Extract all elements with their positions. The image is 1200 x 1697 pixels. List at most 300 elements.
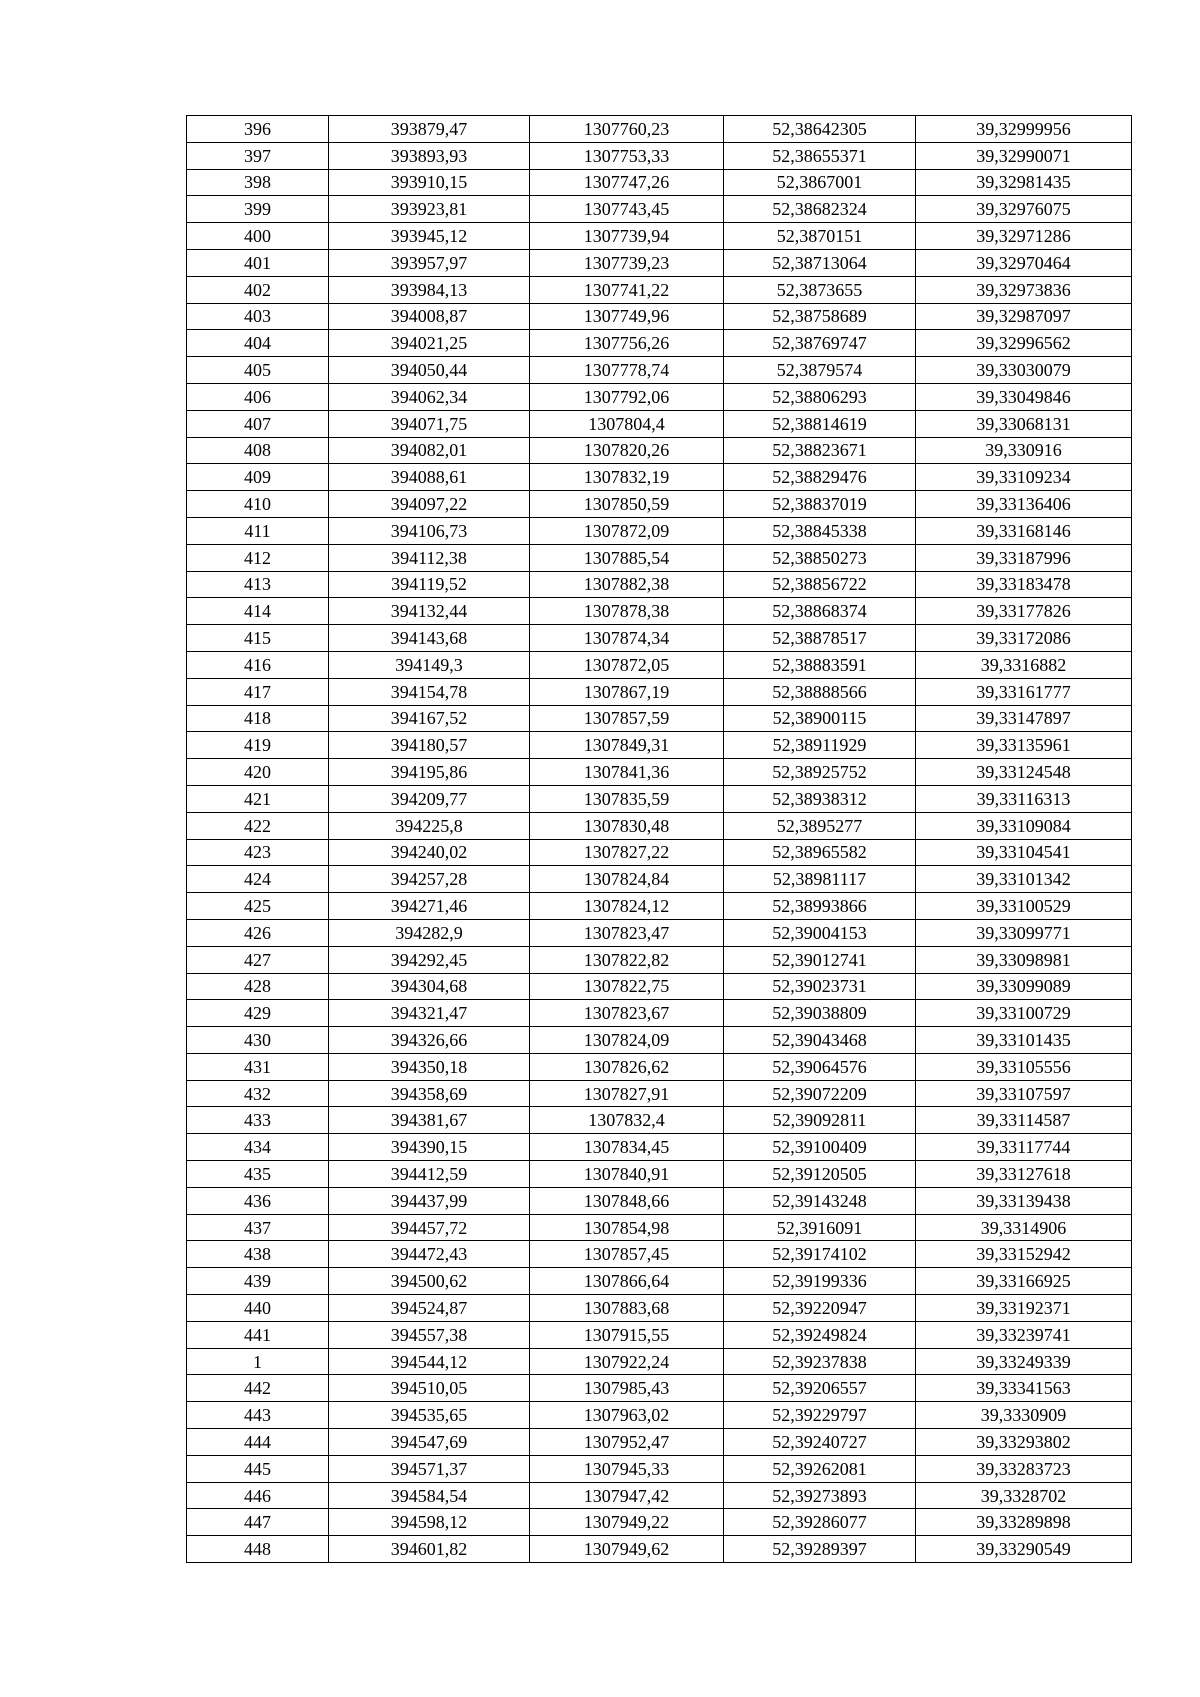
x-coordinate-cell: 394500,62 <box>329 1268 530 1295</box>
longitude-cell: 39,32987097 <box>916 303 1132 330</box>
latitude-cell: 52,38829476 <box>724 464 916 491</box>
latitude-cell: 52,39023731 <box>724 973 916 1000</box>
table-row <box>187 223 1132 250</box>
x-coordinate-cell: 394088,61 <box>329 464 530 491</box>
y-coordinate-cell: 1307827,22 <box>530 839 724 866</box>
latitude-cell: 52,39072209 <box>724 1080 916 1107</box>
latitude-cell: 52,39043468 <box>724 1027 916 1054</box>
longitude-cell: 39,33068131 <box>916 410 1132 437</box>
table-row <box>187 169 1132 196</box>
longitude-cell: 39,33101342 <box>916 866 1132 893</box>
table-row <box>187 249 1132 276</box>
longitude-cell: 39,33136406 <box>916 491 1132 518</box>
x-coordinate-cell: 394304,68 <box>329 973 530 1000</box>
table-row <box>187 1107 1132 1134</box>
table-row <box>187 276 1132 303</box>
y-coordinate-cell: 1307866,64 <box>530 1268 724 1295</box>
table-row <box>187 812 1132 839</box>
point-number-cell: 438 <box>187 1241 329 1268</box>
table-row <box>187 383 1132 410</box>
y-coordinate-cell: 1307832,19 <box>530 464 724 491</box>
point-number-cell: 432 <box>187 1080 329 1107</box>
y-coordinate-cell: 1307835,59 <box>530 785 724 812</box>
latitude-cell: 52,38713064 <box>724 249 916 276</box>
longitude-cell: 39,33192371 <box>916 1295 1132 1322</box>
longitude-cell: 39,32996562 <box>916 330 1132 357</box>
table-row <box>187 1348 1132 1375</box>
latitude-cell: 52,39143248 <box>724 1187 916 1214</box>
longitude-cell: 39,33135961 <box>916 732 1132 759</box>
longitude-cell: 39,33187996 <box>916 544 1132 571</box>
table-row <box>187 866 1132 893</box>
longitude-cell: 39,33101435 <box>916 1027 1132 1054</box>
longitude-cell: 39,3328702 <box>916 1482 1132 1509</box>
table-row <box>187 196 1132 223</box>
point-number-cell: 417 <box>187 678 329 705</box>
latitude-cell: 52,39286077 <box>724 1509 916 1536</box>
point-number-cell: 430 <box>187 1027 329 1054</box>
x-coordinate-cell: 394350,18 <box>329 1053 530 1080</box>
latitude-cell: 52,39237838 <box>724 1348 916 1375</box>
x-coordinate-cell: 394154,78 <box>329 678 530 705</box>
latitude-cell: 52,39273893 <box>724 1482 916 1509</box>
coordinates-table <box>186 115 1132 1563</box>
y-coordinate-cell: 1307739,94 <box>530 223 724 250</box>
latitude-cell: 52,38642305 <box>724 116 916 143</box>
longitude-cell: 39,33109084 <box>916 812 1132 839</box>
longitude-cell: 39,33166925 <box>916 1268 1132 1295</box>
latitude-cell: 52,3895277 <box>724 812 916 839</box>
table-row <box>187 1053 1132 1080</box>
longitude-cell: 39,33049846 <box>916 383 1132 410</box>
x-coordinate-cell: 394082,01 <box>329 437 530 464</box>
point-number-cell: 407 <box>187 410 329 437</box>
y-coordinate-cell: 1307857,59 <box>530 705 724 732</box>
x-coordinate-cell: 394257,28 <box>329 866 530 893</box>
longitude-cell: 39,33030079 <box>916 357 1132 384</box>
y-coordinate-cell: 1307840,91 <box>530 1161 724 1188</box>
latitude-cell: 52,38888566 <box>724 678 916 705</box>
y-coordinate-cell: 1307830,48 <box>530 812 724 839</box>
latitude-cell: 52,39174102 <box>724 1241 916 1268</box>
latitude-cell: 52,38758689 <box>724 303 916 330</box>
longitude-cell: 39,33152942 <box>916 1241 1132 1268</box>
x-coordinate-cell: 394240,02 <box>329 839 530 866</box>
y-coordinate-cell: 1307878,38 <box>530 598 724 625</box>
point-number-cell: 447 <box>187 1509 329 1536</box>
longitude-cell: 39,32999956 <box>916 116 1132 143</box>
point-number-cell: 440 <box>187 1295 329 1322</box>
point-number-cell: 428 <box>187 973 329 1000</box>
longitude-cell: 39,33172086 <box>916 625 1132 652</box>
y-coordinate-cell: 1307985,43 <box>530 1375 724 1402</box>
latitude-cell: 52,38845338 <box>724 517 916 544</box>
longitude-cell: 39,32981435 <box>916 169 1132 196</box>
table-row <box>187 705 1132 732</box>
x-coordinate-cell: 394510,05 <box>329 1375 530 1402</box>
latitude-cell: 52,38938312 <box>724 785 916 812</box>
table-row <box>187 1509 1132 1536</box>
y-coordinate-cell: 1307756,26 <box>530 330 724 357</box>
point-number-cell: 448 <box>187 1536 329 1563</box>
x-coordinate-cell: 394472,43 <box>329 1241 530 1268</box>
y-coordinate-cell: 1307963,02 <box>530 1402 724 1429</box>
y-coordinate-cell: 1307850,59 <box>530 491 724 518</box>
y-coordinate-cell: 1307753,33 <box>530 142 724 169</box>
point-number-cell: 400 <box>187 223 329 250</box>
point-number-cell: 414 <box>187 598 329 625</box>
longitude-cell: 39,33283723 <box>916 1455 1132 1482</box>
latitude-cell: 52,3873655 <box>724 276 916 303</box>
y-coordinate-cell: 1307826,62 <box>530 1053 724 1080</box>
y-coordinate-cell: 1307874,34 <box>530 625 724 652</box>
point-number-cell: 418 <box>187 705 329 732</box>
latitude-cell: 52,38981117 <box>724 866 916 893</box>
table-row <box>187 1402 1132 1429</box>
longitude-cell: 39,33139438 <box>916 1187 1132 1214</box>
longitude-cell: 39,32970464 <box>916 249 1132 276</box>
table-row <box>187 1455 1132 1482</box>
table-row <box>187 598 1132 625</box>
point-number-cell: 434 <box>187 1134 329 1161</box>
point-number-cell: 410 <box>187 491 329 518</box>
y-coordinate-cell: 1307747,26 <box>530 169 724 196</box>
latitude-cell: 52,38823671 <box>724 437 916 464</box>
latitude-cell: 52,3916091 <box>724 1214 916 1241</box>
point-number-cell: 444 <box>187 1429 329 1456</box>
y-coordinate-cell: 1307841,36 <box>530 759 724 786</box>
table-row <box>187 1000 1132 1027</box>
y-coordinate-cell: 1307849,31 <box>530 732 724 759</box>
point-number-cell: 445 <box>187 1455 329 1482</box>
x-coordinate-cell: 394149,3 <box>329 651 530 678</box>
table-row <box>187 1429 1132 1456</box>
x-coordinate-cell: 394584,54 <box>329 1482 530 1509</box>
table-row <box>187 732 1132 759</box>
latitude-cell: 52,38993866 <box>724 893 916 920</box>
point-number-cell: 412 <box>187 544 329 571</box>
latitude-cell: 52,38850273 <box>724 544 916 571</box>
x-coordinate-cell: 394457,72 <box>329 1214 530 1241</box>
latitude-cell: 52,39206557 <box>724 1375 916 1402</box>
longitude-cell: 39,32971286 <box>916 223 1132 250</box>
longitude-cell: 39,3330909 <box>916 1402 1132 1429</box>
point-number-cell: 1 <box>187 1348 329 1375</box>
longitude-cell: 39,33117744 <box>916 1134 1132 1161</box>
y-coordinate-cell: 1307824,12 <box>530 893 724 920</box>
table-row <box>187 571 1132 598</box>
point-number-cell: 435 <box>187 1161 329 1188</box>
y-coordinate-cell: 1307947,42 <box>530 1482 724 1509</box>
y-coordinate-cell: 1307743,45 <box>530 196 724 223</box>
latitude-cell: 52,38878517 <box>724 625 916 652</box>
point-number-cell: 405 <box>187 357 329 384</box>
latitude-cell: 52,39038809 <box>724 1000 916 1027</box>
table-row <box>187 437 1132 464</box>
latitude-cell: 52,38814619 <box>724 410 916 437</box>
point-number-cell: 424 <box>187 866 329 893</box>
table-row <box>187 517 1132 544</box>
table-row <box>187 1161 1132 1188</box>
table-row <box>187 544 1132 571</box>
point-number-cell: 446 <box>187 1482 329 1509</box>
x-coordinate-cell: 394209,77 <box>329 785 530 812</box>
table-row <box>187 678 1132 705</box>
latitude-cell: 52,38856722 <box>724 571 916 598</box>
longitude-cell: 39,33099089 <box>916 973 1132 1000</box>
table-row <box>187 946 1132 973</box>
table-row <box>187 1321 1132 1348</box>
y-coordinate-cell: 1307749,96 <box>530 303 724 330</box>
point-number-cell: 398 <box>187 169 329 196</box>
y-coordinate-cell: 1307922,24 <box>530 1348 724 1375</box>
table-row <box>187 1027 1132 1054</box>
table-row <box>187 839 1132 866</box>
table-row <box>187 1241 1132 1268</box>
longitude-cell: 39,33290549 <box>916 1536 1132 1563</box>
table-row <box>187 357 1132 384</box>
y-coordinate-cell: 1307822,75 <box>530 973 724 1000</box>
point-number-cell: 425 <box>187 893 329 920</box>
x-coordinate-cell: 394535,65 <box>329 1402 530 1429</box>
longitude-cell: 39,3316882 <box>916 651 1132 678</box>
latitude-cell: 52,38655371 <box>724 142 916 169</box>
y-coordinate-cell: 1307778,74 <box>530 357 724 384</box>
point-number-cell: 433 <box>187 1107 329 1134</box>
point-number-cell: 401 <box>187 249 329 276</box>
point-number-cell: 443 <box>187 1402 329 1429</box>
latitude-cell: 52,38682324 <box>724 196 916 223</box>
longitude-cell: 39,33124548 <box>916 759 1132 786</box>
point-number-cell: 416 <box>187 651 329 678</box>
longitude-cell: 39,33114587 <box>916 1107 1132 1134</box>
longitude-cell: 39,33289898 <box>916 1509 1132 1536</box>
x-coordinate-cell: 394021,25 <box>329 330 530 357</box>
y-coordinate-cell: 1307741,22 <box>530 276 724 303</box>
longitude-cell: 39,33100729 <box>916 1000 1132 1027</box>
x-coordinate-cell: 394119,52 <box>329 571 530 598</box>
x-coordinate-cell: 394112,38 <box>329 544 530 571</box>
table-row <box>187 1375 1132 1402</box>
x-coordinate-cell: 394008,87 <box>329 303 530 330</box>
coordinates-table-body <box>187 116 1132 1563</box>
x-coordinate-cell: 394292,45 <box>329 946 530 973</box>
x-coordinate-cell: 394050,44 <box>329 357 530 384</box>
x-coordinate-cell: 394326,66 <box>329 1027 530 1054</box>
latitude-cell: 52,39120505 <box>724 1161 916 1188</box>
longitude-cell: 39,33239741 <box>916 1321 1132 1348</box>
point-number-cell: 406 <box>187 383 329 410</box>
x-coordinate-cell: 394557,38 <box>329 1321 530 1348</box>
x-coordinate-cell: 394180,57 <box>329 732 530 759</box>
x-coordinate-cell: 394547,69 <box>329 1429 530 1456</box>
latitude-cell: 52,39199336 <box>724 1268 916 1295</box>
point-number-cell: 429 <box>187 1000 329 1027</box>
y-coordinate-cell: 1307952,47 <box>530 1429 724 1456</box>
x-coordinate-cell: 394143,68 <box>329 625 530 652</box>
table-row <box>187 919 1132 946</box>
latitude-cell: 52,38925752 <box>724 759 916 786</box>
table-row <box>187 1214 1132 1241</box>
y-coordinate-cell: 1307949,62 <box>530 1536 724 1563</box>
x-coordinate-cell: 394097,22 <box>329 491 530 518</box>
y-coordinate-cell: 1307792,06 <box>530 383 724 410</box>
latitude-cell: 52,38911929 <box>724 732 916 759</box>
point-number-cell: 431 <box>187 1053 329 1080</box>
x-coordinate-cell: 394390,15 <box>329 1134 530 1161</box>
y-coordinate-cell: 1307760,23 <box>530 116 724 143</box>
x-coordinate-cell: 393957,97 <box>329 249 530 276</box>
latitude-cell: 52,39012741 <box>724 946 916 973</box>
point-number-cell: 399 <box>187 196 329 223</box>
point-number-cell: 423 <box>187 839 329 866</box>
point-number-cell: 408 <box>187 437 329 464</box>
y-coordinate-cell: 1307834,45 <box>530 1134 724 1161</box>
latitude-cell: 52,39100409 <box>724 1134 916 1161</box>
x-coordinate-cell: 393879,47 <box>329 116 530 143</box>
latitude-cell: 52,39289397 <box>724 1536 916 1563</box>
longitude-cell: 39,32990071 <box>916 142 1132 169</box>
table-row <box>187 625 1132 652</box>
x-coordinate-cell: 393923,81 <box>329 196 530 223</box>
table-row <box>187 973 1132 1000</box>
point-number-cell: 436 <box>187 1187 329 1214</box>
longitude-cell: 39,33293802 <box>916 1429 1132 1456</box>
point-number-cell: 419 <box>187 732 329 759</box>
latitude-cell: 52,39064576 <box>724 1053 916 1080</box>
x-coordinate-cell: 394132,44 <box>329 598 530 625</box>
y-coordinate-cell: 1307885,54 <box>530 544 724 571</box>
latitude-cell: 52,39220947 <box>724 1295 916 1322</box>
x-coordinate-cell: 394062,34 <box>329 383 530 410</box>
x-coordinate-cell: 394106,73 <box>329 517 530 544</box>
table-row <box>187 330 1132 357</box>
y-coordinate-cell: 1307823,67 <box>530 1000 724 1027</box>
table-row <box>187 651 1132 678</box>
table-row <box>187 1134 1132 1161</box>
latitude-cell: 52,38883591 <box>724 651 916 678</box>
latitude-cell: 52,3870151 <box>724 223 916 250</box>
table-row <box>187 491 1132 518</box>
x-coordinate-cell: 393945,12 <box>329 223 530 250</box>
y-coordinate-cell: 1307823,47 <box>530 919 724 946</box>
point-number-cell: 422 <box>187 812 329 839</box>
point-number-cell: 403 <box>187 303 329 330</box>
table-row <box>187 116 1132 143</box>
latitude-cell: 52,38806293 <box>724 383 916 410</box>
longitude-cell: 39,33105556 <box>916 1053 1132 1080</box>
latitude-cell: 52,38965582 <box>724 839 916 866</box>
y-coordinate-cell: 1307882,38 <box>530 571 724 598</box>
point-number-cell: 413 <box>187 571 329 598</box>
point-number-cell: 426 <box>187 919 329 946</box>
x-coordinate-cell: 394167,52 <box>329 705 530 732</box>
table-row <box>187 785 1132 812</box>
x-coordinate-cell: 394544,12 <box>329 1348 530 1375</box>
longitude-cell: 39,33147897 <box>916 705 1132 732</box>
table-row <box>187 1268 1132 1295</box>
longitude-cell: 39,33100529 <box>916 893 1132 920</box>
latitude-cell: 52,39004153 <box>724 919 916 946</box>
latitude-cell: 52,39249824 <box>724 1321 916 1348</box>
table-row <box>187 464 1132 491</box>
longitude-cell: 39,33177826 <box>916 598 1132 625</box>
table-row <box>187 1536 1132 1563</box>
point-number-cell: 439 <box>187 1268 329 1295</box>
x-coordinate-cell: 393893,93 <box>329 142 530 169</box>
x-coordinate-cell: 394601,82 <box>329 1536 530 1563</box>
y-coordinate-cell: 1307915,55 <box>530 1321 724 1348</box>
y-coordinate-cell: 1307820,26 <box>530 437 724 464</box>
y-coordinate-cell: 1307827,91 <box>530 1080 724 1107</box>
x-coordinate-cell: 394321,47 <box>329 1000 530 1027</box>
table-row <box>187 303 1132 330</box>
longitude-cell: 39,33127618 <box>916 1161 1132 1188</box>
latitude-cell: 52,3867001 <box>724 169 916 196</box>
table-row <box>187 1187 1132 1214</box>
longitude-cell: 39,3314906 <box>916 1214 1132 1241</box>
y-coordinate-cell: 1307945,33 <box>530 1455 724 1482</box>
x-coordinate-cell: 394071,75 <box>329 410 530 437</box>
x-coordinate-cell: 393910,15 <box>329 169 530 196</box>
latitude-cell: 52,39229797 <box>724 1402 916 1429</box>
point-number-cell: 404 <box>187 330 329 357</box>
longitude-cell: 39,32976075 <box>916 196 1132 223</box>
table-row <box>187 759 1132 786</box>
point-number-cell: 441 <box>187 1321 329 1348</box>
x-coordinate-cell: 394271,46 <box>329 893 530 920</box>
y-coordinate-cell: 1307872,05 <box>530 651 724 678</box>
y-coordinate-cell: 1307804,4 <box>530 410 724 437</box>
longitude-cell: 39,33116313 <box>916 785 1132 812</box>
longitude-cell: 39,33098981 <box>916 946 1132 973</box>
latitude-cell: 52,39240727 <box>724 1429 916 1456</box>
point-number-cell: 415 <box>187 625 329 652</box>
longitude-cell: 39,33099771 <box>916 919 1132 946</box>
longitude-cell: 39,33161777 <box>916 678 1132 705</box>
longitude-cell: 39,33168146 <box>916 517 1132 544</box>
y-coordinate-cell: 1307857,45 <box>530 1241 724 1268</box>
latitude-cell: 52,38900115 <box>724 705 916 732</box>
y-coordinate-cell: 1307949,22 <box>530 1509 724 1536</box>
longitude-cell: 39,33249339 <box>916 1348 1132 1375</box>
table-row <box>187 1080 1132 1107</box>
x-coordinate-cell: 394437,99 <box>329 1187 530 1214</box>
x-coordinate-cell: 394225,8 <box>329 812 530 839</box>
x-coordinate-cell: 394524,87 <box>329 1295 530 1322</box>
x-coordinate-cell: 394598,12 <box>329 1509 530 1536</box>
y-coordinate-cell: 1307824,09 <box>530 1027 724 1054</box>
point-number-cell: 409 <box>187 464 329 491</box>
point-number-cell: 402 <box>187 276 329 303</box>
y-coordinate-cell: 1307883,68 <box>530 1295 724 1322</box>
longitude-cell: 39,32973836 <box>916 276 1132 303</box>
x-coordinate-cell: 394571,37 <box>329 1455 530 1482</box>
point-number-cell: 396 <box>187 116 329 143</box>
longitude-cell: 39,33104541 <box>916 839 1132 866</box>
latitude-cell: 52,39262081 <box>724 1455 916 1482</box>
table-row <box>187 142 1132 169</box>
x-coordinate-cell: 394195,86 <box>329 759 530 786</box>
y-coordinate-cell: 1307832,4 <box>530 1107 724 1134</box>
point-number-cell: 421 <box>187 785 329 812</box>
y-coordinate-cell: 1307739,23 <box>530 249 724 276</box>
x-coordinate-cell: 394358,69 <box>329 1080 530 1107</box>
longitude-cell: 39,330916 <box>916 437 1132 464</box>
table-row <box>187 893 1132 920</box>
x-coordinate-cell: 394412,59 <box>329 1161 530 1188</box>
longitude-cell: 39,33107597 <box>916 1080 1132 1107</box>
